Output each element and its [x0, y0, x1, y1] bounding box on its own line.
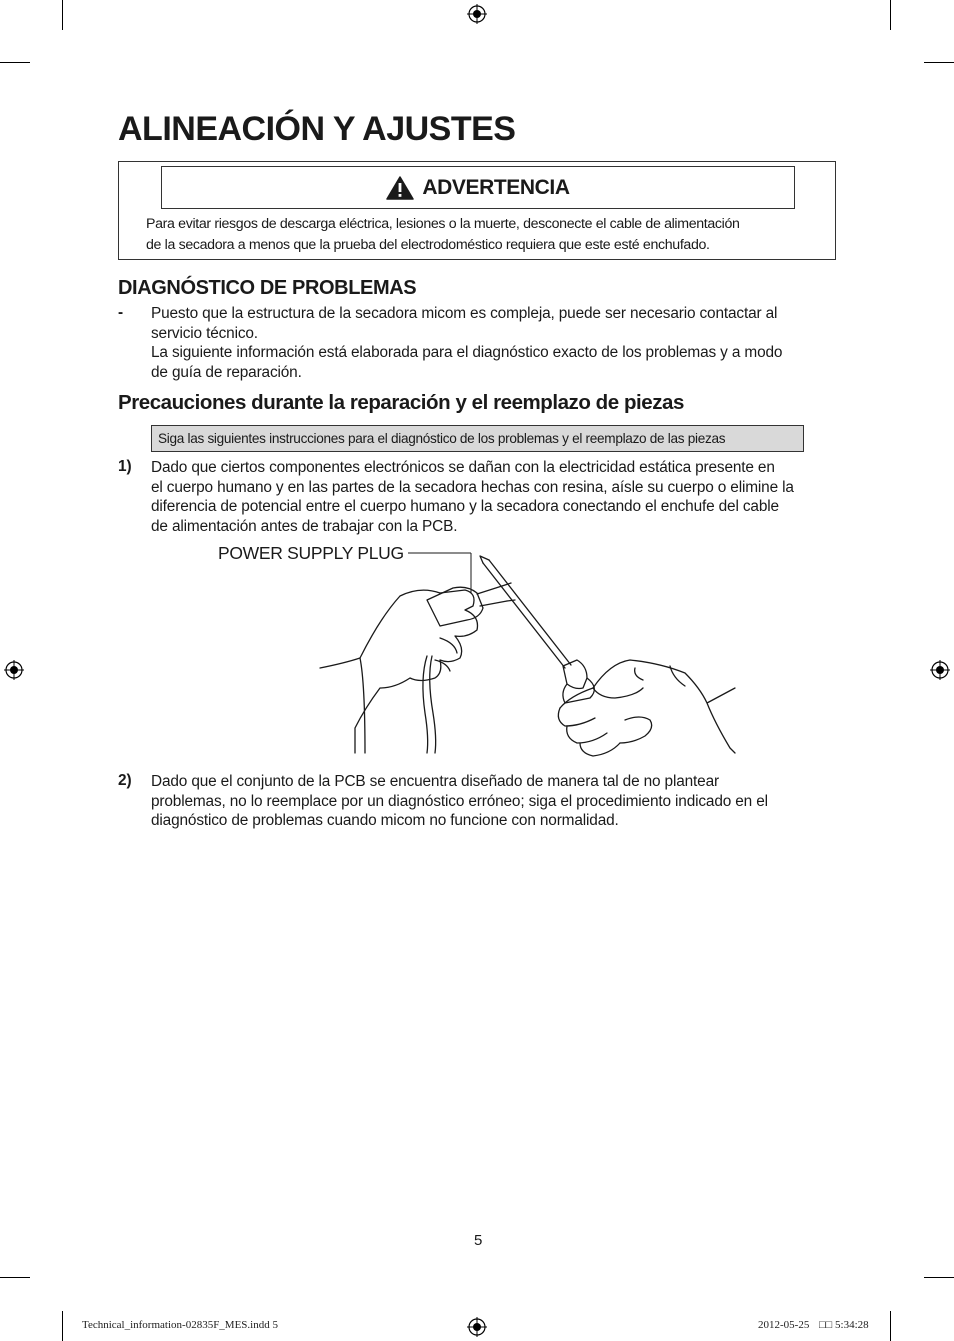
text-line: diferencia de potencial entre el cuerpo humano y la secadora conectando el enchufe del cable — [151, 498, 779, 516]
warning-text — [146, 214, 826, 256]
warning-text-line: Para evitar riesgos de descarga eléctrica, lesiones o la muerte, desconecte el cable de alimentación — [146, 216, 740, 232]
crop-mark — [924, 1277, 954, 1278]
warning-text-line: de la secadora a menos que la prueba del electrodoméstico requiera que este esté enchufado. — [146, 237, 710, 253]
bullet-marker: - — [118, 304, 124, 321]
text-line: Puesto que la estructura de la secadora micom es compleja, puede ser necesario contactar al — [151, 305, 778, 322]
text-line: servicio técnico. — [151, 324, 258, 342]
text-line: Dado que el conjunto de la PCB se encuentra diseñado de manera tal de no plantear — [151, 773, 719, 790]
crop-mark — [0, 1277, 30, 1278]
warning-triangle-icon — [386, 176, 414, 200]
warning-label: ADVERTENCIA — [422, 175, 570, 199]
instruction-note: Siga las siguientes instrucciones para el diagnóstico de los problemas y el reemplazo de las piezas — [151, 425, 804, 452]
text-line: de alimentación antes de trabajar con la PCB. — [151, 517, 458, 535]
item-2-paragraph — [151, 772, 841, 831]
crop-mark — [890, 1311, 891, 1341]
text-line: el cuerpo humano y en las partes de la secadora hechas con resina, aísle su cuerpo o elimine la — [151, 478, 794, 496]
section-heading-diagnostics: DIAGNÓSTICO DE PROBLEMAS — [118, 277, 417, 299]
registration-mark-icon — [467, 1317, 487, 1337]
footer-time: □□ 5:34:28 — [819, 1319, 869, 1331]
registration-mark-icon — [467, 4, 487, 24]
registration-mark-icon — [4, 660, 24, 680]
item-marker: 1) — [118, 458, 132, 475]
item-1-paragraph — [151, 458, 841, 536]
item-marker: 2) — [118, 772, 132, 789]
crop-mark — [890, 0, 891, 30]
registration-mark-icon — [930, 660, 950, 680]
footer-date: 2012-05-25 — [758, 1319, 810, 1331]
crop-mark — [62, 0, 63, 30]
power-supply-plug-label: POWER SUPPLY PLUG — [218, 543, 404, 563]
text-line: Dado que ciertos componentes electrónicos se dañan con la electricidad estática presente en — [151, 459, 775, 476]
page-title: ALINEACIÓN Y AJUSTES — [118, 110, 516, 148]
footer-filename: Technical_information-02835F_MES.indd 5 — [82, 1319, 278, 1331]
crop-mark — [924, 62, 954, 63]
text-line: problemas, no lo reemplace por un diagnóstico erróneo; siga el procedimiento indicado en el — [151, 792, 768, 810]
diagnostics-paragraph — [151, 304, 841, 382]
crop-mark — [62, 1311, 63, 1341]
power-plug-illustration — [215, 538, 745, 763]
page-number: 5 — [474, 1232, 483, 1249]
warning-header — [161, 166, 795, 209]
text-line: diagnóstico de problemas cuando micom no funcione con normalidad. — [151, 812, 619, 830]
section-heading-precautions: Precauciones durante la reparación y el reemplazo de piezas — [118, 391, 684, 414]
crop-mark — [0, 62, 30, 63]
text-line: La siguiente información está elaborada para el diagnóstico exacto de los problemas y a modo — [151, 344, 783, 362]
text-line: de guía de reparación. — [151, 363, 302, 381]
